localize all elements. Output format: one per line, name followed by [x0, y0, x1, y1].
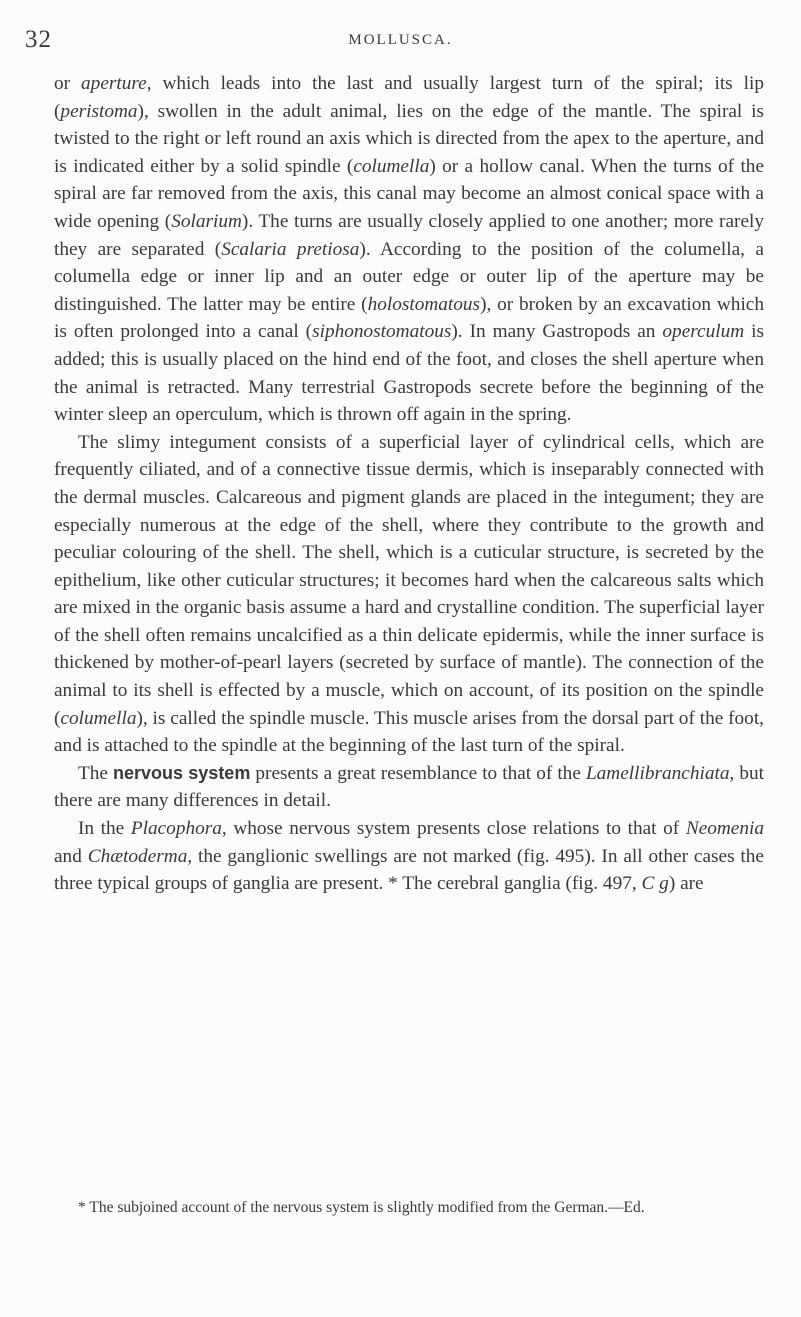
text-run: ). According to the position of the columella, a columella edge or inner lip and an outer edge or outer lip of the aperture may be distinguished. The latter may be entire (	[54, 238, 764, 315]
body-text	[54, 70, 764, 898]
text-run: and	[54, 845, 88, 867]
footnote: * The subjoined account of the nervous system is slightly modified from the German.—Ed.	[78, 1199, 645, 1216]
text-run: , whose nervous system presents close relations to that of	[221, 818, 686, 840]
italic-term: C g	[641, 873, 669, 895]
text-run: presents a great resemblance to that of the	[250, 762, 586, 784]
text-run: In the	[78, 818, 131, 840]
italic-term: Solarium	[171, 210, 242, 232]
italic-term: Chætoderma	[87, 845, 188, 867]
running-head: MOLLUSCA.	[348, 32, 453, 48]
bold-heading-term: nervous system	[113, 762, 251, 783]
text-run: , but there are many differences in detail.	[54, 762, 764, 812]
text-run: , the ganglionic swellings are not marked (fig. 495). In all other cases the three typical groups of ganglia are present. * The cerebral ganglia (fig. 497,	[54, 845, 764, 895]
italic-term: siphonostomatous	[312, 321, 452, 343]
text-run: The	[78, 762, 114, 784]
paragraph-nervous-system	[54, 760, 764, 815]
italic-term: holostomatous	[367, 293, 481, 315]
paragraph-aperture	[54, 70, 764, 429]
text-run: or	[54, 73, 82, 94]
italic-term: Neomenia	[685, 818, 765, 840]
text-run: ), or broken by an excavation which is often prolonged into a canal (	[54, 293, 764, 343]
page-number: 32	[25, 26, 52, 53]
italic-term: peristoma	[60, 100, 138, 122]
paragraph-integument	[54, 429, 764, 760]
page-header	[0, 26, 801, 54]
text-run: ) are	[668, 873, 704, 895]
italic-term: columella	[353, 155, 430, 177]
text-run: is added; this is usually placed on the hind end of the foot, and closes the shell aperture when the animal is retracted. Many terrestrial Gastropods secrete before the beginning of the winter sleep an operculum, which is thrown off again in the spring.	[54, 321, 764, 426]
text-run: , which leads into the last and usually largest turn of the spiral; its lip (	[54, 73, 764, 122]
italic-term: Placophora	[130, 818, 222, 840]
text-run: ). In many Gastropods an	[451, 321, 663, 343]
text-run: ), is called the spindle muscle. This muscle arises from the dorsal part of the foot, and is attached to the spindle at the beginning of the last turn of the spiral.	[54, 707, 764, 757]
italic-term: aperture	[81, 73, 147, 94]
italic-term: operculum	[662, 321, 745, 343]
text-run: ), swollen in the adult animal, lies on the edge of the mantle. The spiral is twisted to the right or left round an axis which is directed from the apex to the aperture, and is indicated either by a solid spindle (	[54, 100, 764, 177]
italic-term: Lamellibranchiata	[585, 762, 730, 784]
text-run: ) or a hollow canal. When the turns of the spiral are far removed from the axis, this canal may become an almost conical space with a wide opening (	[54, 155, 764, 232]
paragraph-placophora	[54, 815, 764, 898]
text-run: ). The turns are usually closely applied to one another; more rarely they are separated (	[54, 210, 764, 260]
italic-term: Scalaria pretiosa	[221, 238, 360, 260]
italic-term: columella	[60, 707, 137, 729]
text-run: The slimy integument consists of a superficial layer of cylindrical cells, which are frequently ciliated, and of a connective tissue dermis, which is inseparably connected with the dermal muscles. Calcareous and pigment glands are placed in the integument; they are especially numerous at the edge of the shell, where they contribute to the growth and peculiar colouring of the shell. The shell, which is a cuticular structure, is secreted by the epithelium, like other cuticular structures; it becomes hard when the calcareous salts which are mixed in the organic basis assume a hard and crystalline condition. The superficial layer of the shell often remains uncalcified as a thin delicate epidermis, while the inner surface is thickened by mother-of-pearl layers (secreted by surface of mantle). The connection of the animal to its shell is effected by a muscle, which on account, of its position on the spindle (	[54, 431, 764, 729]
